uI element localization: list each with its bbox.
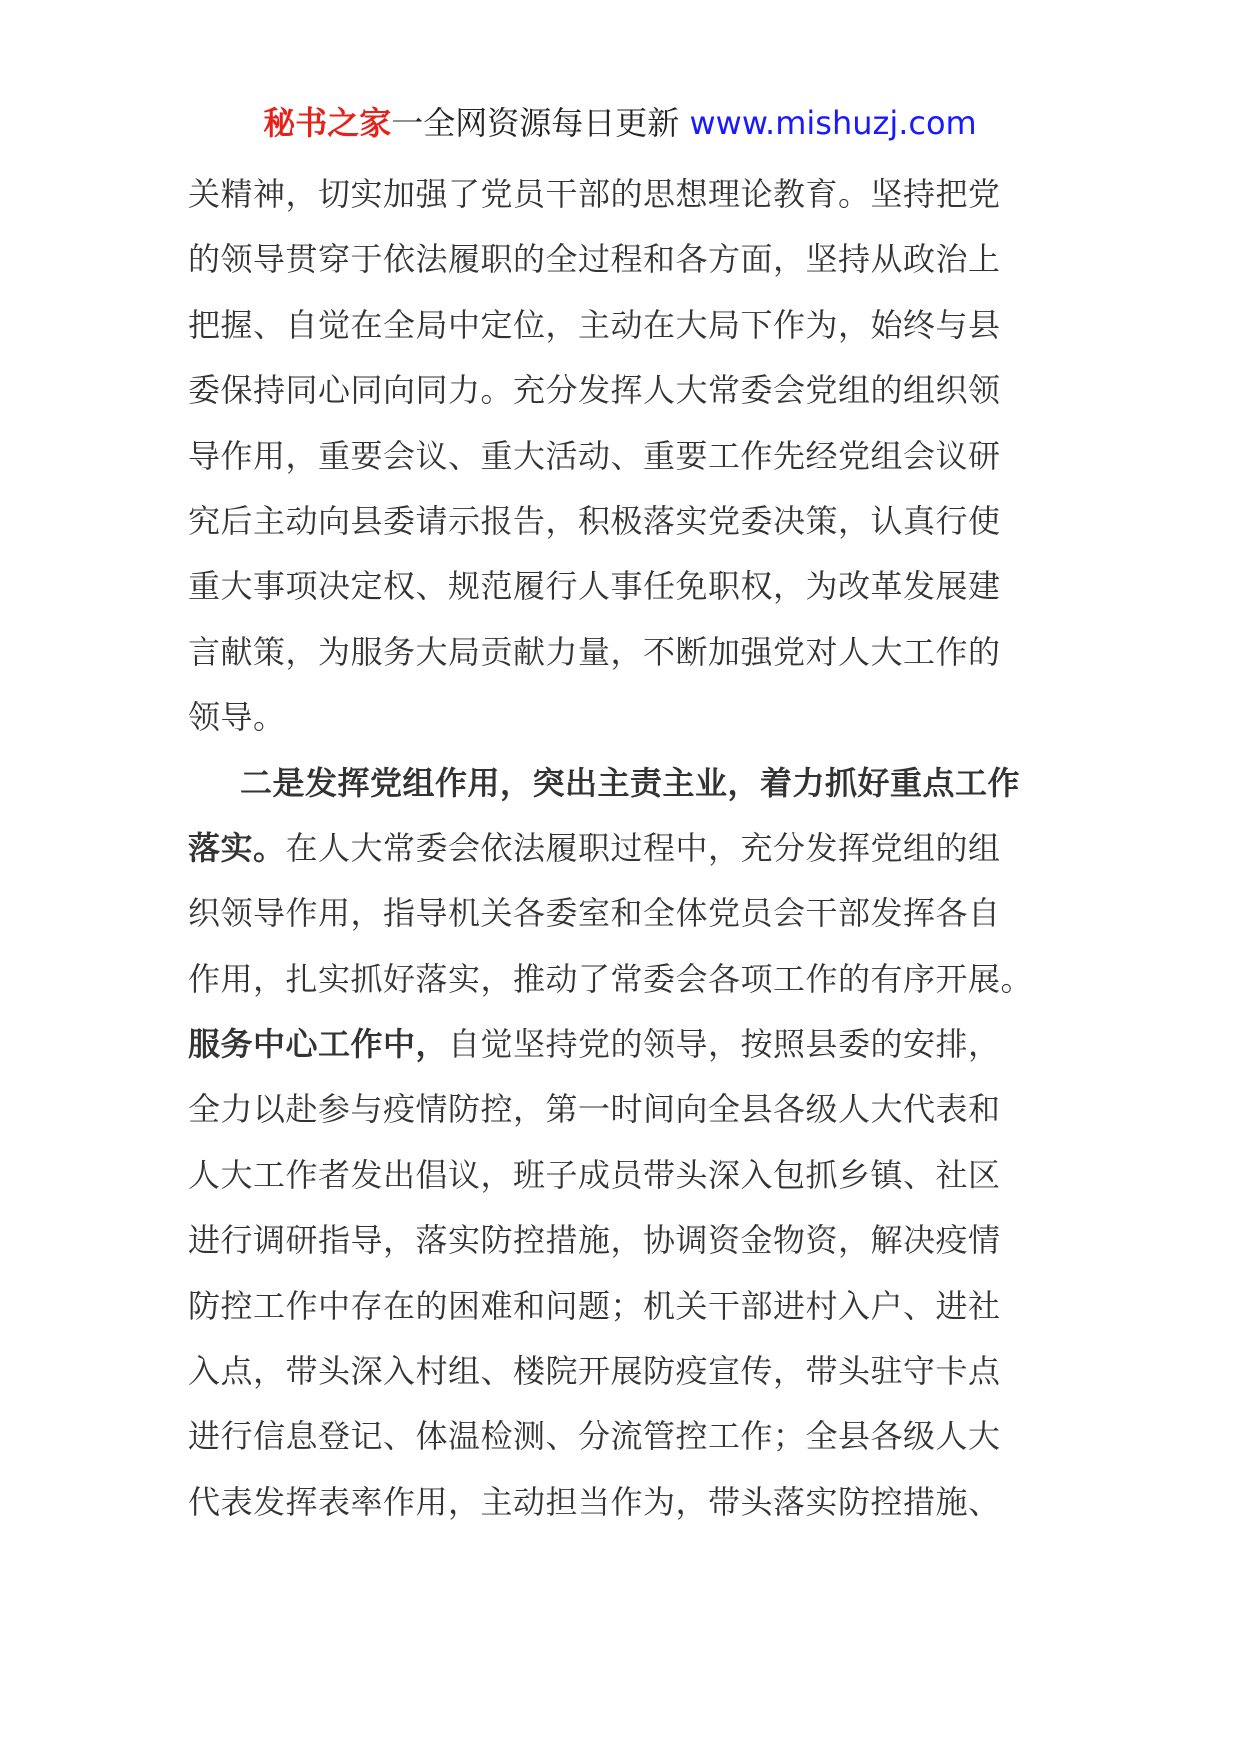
site-brand: 秘书之家 — [263, 104, 392, 142]
text-line: 重大事项决定权、规范履行人事任免职权，为改革发展建 — [188, 567, 1001, 606]
text-line: 委保持同心同向同力。充分发挥人大常委会党组的组织领 — [188, 371, 1001, 410]
text-line: 入点，带头深入村组、楼院开展防疫宣传，带头驻守卡点 — [188, 1352, 1001, 1391]
text-line: 服务中心工作中，自觉坚持党的领导，按照县委的安排， — [188, 1025, 1001, 1064]
text-line: 落实。在人大常委会依法履职过程中，充分发挥党组的组 — [188, 828, 1001, 867]
text-line: 言献策，为服务大局贡献力量，不断加强党对人大工作的 — [188, 632, 1001, 671]
text-line: 领导。 — [188, 698, 286, 737]
site-header — [0, 100, 1240, 146]
text-line: 作用，扎实抓好落实，推动了常委会各项工作的有序开展。 — [188, 959, 1034, 998]
text-line: 关精神，切实加强了党员干部的思想理论教育。坚持把党 — [188, 175, 1001, 213]
text-line: 代表发挥表率作用，主动担当作为，带头落实防控措施、 — [188, 1482, 1001, 1521]
document-body — [188, 162, 1048, 1535]
text-line: 进行信息登记、体温检测、分流管控工作；全县各级人大 — [188, 1417, 1001, 1456]
text-line: 人大工作者发出倡议，班子成员带头深入包抓乡镇、社区 — [188, 1155, 1001, 1194]
text-line: 进行调研指导，落实防控措施，协调资金物资，解决疫情 — [188, 1221, 1001, 1260]
text-line: 的领导贯穿于依法履职的全过程和各方面，坚持从政治上 — [188, 240, 1001, 279]
text-line: 导作用，重要会议、重大活动、重要工作先经党组会议研 — [188, 436, 1001, 475]
text-line: 织领导作用，指导机关各委室和全体党员会干部发挥各自 — [188, 894, 1001, 933]
section-heading-line: 二是发挥党组作用，突出主责主业，着力抓好重点工作 — [240, 763, 1021, 802]
site-slogan: 一全网资源每日更新 — [391, 104, 680, 142]
text-line: 防控工作中存在的困难和问题；机关干部进村入户、进社 — [188, 1286, 1001, 1325]
site-url-link[interactable]: www.mishuzj.com — [689, 104, 977, 142]
text-line: 把握、自觉在全局中定位，主动在大局下作为，始终与县 — [188, 305, 1001, 344]
text-line: 全力以赴参与疫情防控，第一时间向全县各级人大代表和 — [188, 1090, 1001, 1129]
text-line: 究后主动向县委请示报告，积极落实党委决策，认真行使 — [188, 501, 1001, 540]
